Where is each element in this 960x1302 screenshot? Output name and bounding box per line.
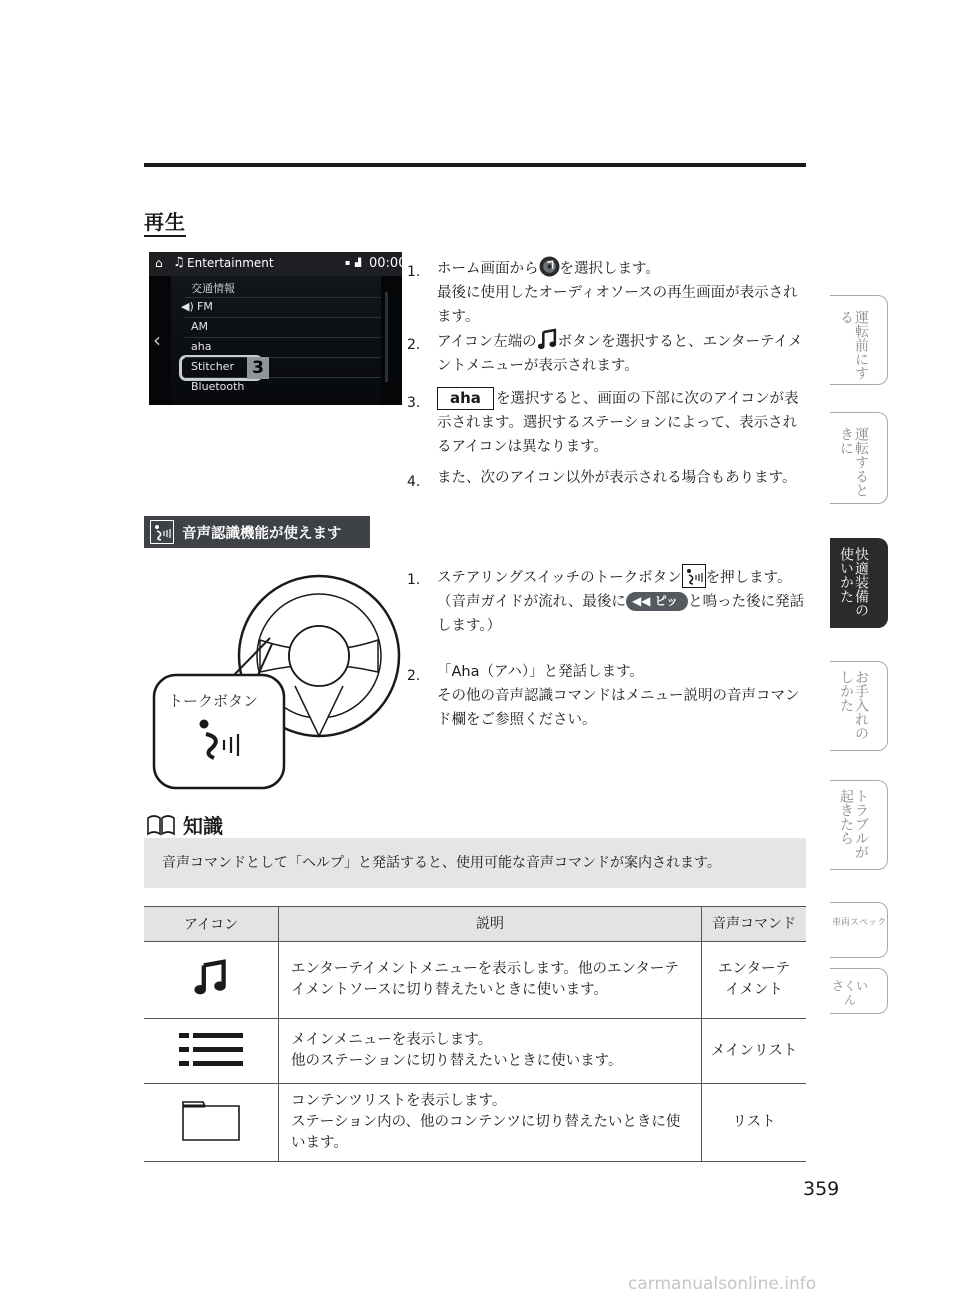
icon-command-table <box>144 906 806 1162</box>
list-item: 交通情報 <box>191 282 235 295</box>
music-note-icon <box>537 329 558 350</box>
folder-icon <box>181 1100 241 1142</box>
list-icon <box>179 1031 243 1067</box>
knowledge-heading: 知識 <box>146 810 223 839</box>
signal-icon: ▪ ▟ <box>345 258 363 267</box>
entertainment-disc-icon <box>539 256 560 277</box>
top-rule <box>144 163 806 167</box>
side-tab-maintenance[interactable]: お手入れのしかた <box>830 661 888 751</box>
speaker-icon: ◀) <box>181 300 194 313</box>
table-row: メインメニューを表示します。 他のステーションに切り替えたいときに使います。 メインリスト <box>144 1019 806 1084</box>
book-icon <box>146 814 176 836</box>
steering-wheel-illustration <box>148 560 400 792</box>
talk-button-icon <box>682 564 706 588</box>
side-tab-troubleshooting[interactable]: トラブルが起きたら <box>830 780 888 870</box>
list-item: Bluetooth <box>191 380 245 393</box>
side-tab-while-driving[interactable]: 運転するときに <box>830 412 888 504</box>
side-tab-index[interactable]: さくいん <box>830 968 888 1014</box>
infotainment-screenshot <box>149 252 407 405</box>
screen-scrollbar <box>385 292 388 382</box>
table-header: アイコン <box>144 907 279 942</box>
home-icon: ⌂ <box>155 256 163 270</box>
knowledge-text: 音声コマンドとして「ヘルプ」と発話すると、使用可能な音声コマンドが案内されます。 <box>162 855 721 871</box>
side-tab-specifications[interactable]: 車両スペック <box>830 902 888 958</box>
watermark: carmanualsonline.info <box>628 1274 817 1294</box>
list-item: FM <box>197 300 213 313</box>
callout-badge: 3 <box>247 357 269 379</box>
page-number: 359 <box>803 1178 840 1200</box>
side-tab-comfort-features[interactable]: 快適装備の使いかた <box>830 538 888 628</box>
screen-source-list <box>171 276 381 405</box>
voice-recognition-banner: 音声認識機能が使えます <box>144 516 370 548</box>
table-header: 音声コマンド <box>702 907 807 942</box>
section-title: 再生 <box>144 206 186 235</box>
list-item: Stitcher <box>191 360 234 373</box>
beep-badge: ◀◀ ピッ <box>626 592 688 611</box>
talk-icon <box>150 520 174 544</box>
table-header: 説明 <box>279 907 702 942</box>
chevron-left-icon: ‹ <box>153 328 161 352</box>
aha-button: aha <box>437 387 494 410</box>
talk-button-label: トークボタン <box>168 692 259 710</box>
music-note-icon <box>193 960 229 996</box>
screen-title: Entertainment <box>187 256 274 270</box>
table-row: コンテンツリストを表示します。 ステーション内の、他のコンテンツに切り替えたいときに使います。 リスト <box>144 1084 806 1162</box>
side-tab-before-driving[interactable]: 運転前にする <box>830 295 888 385</box>
screen-clock: 00:00 <box>369 256 407 271</box>
table-row: エンターテイメントメニューを表示します。他のエンターテイメントソースに切り替えたいときに使います。 エンターテイメント <box>144 942 806 1019</box>
screen-header <box>149 252 407 276</box>
music-note-icon: ♫ <box>173 255 185 270</box>
list-item: AM <box>191 320 209 333</box>
list-item: aha <box>191 340 212 353</box>
